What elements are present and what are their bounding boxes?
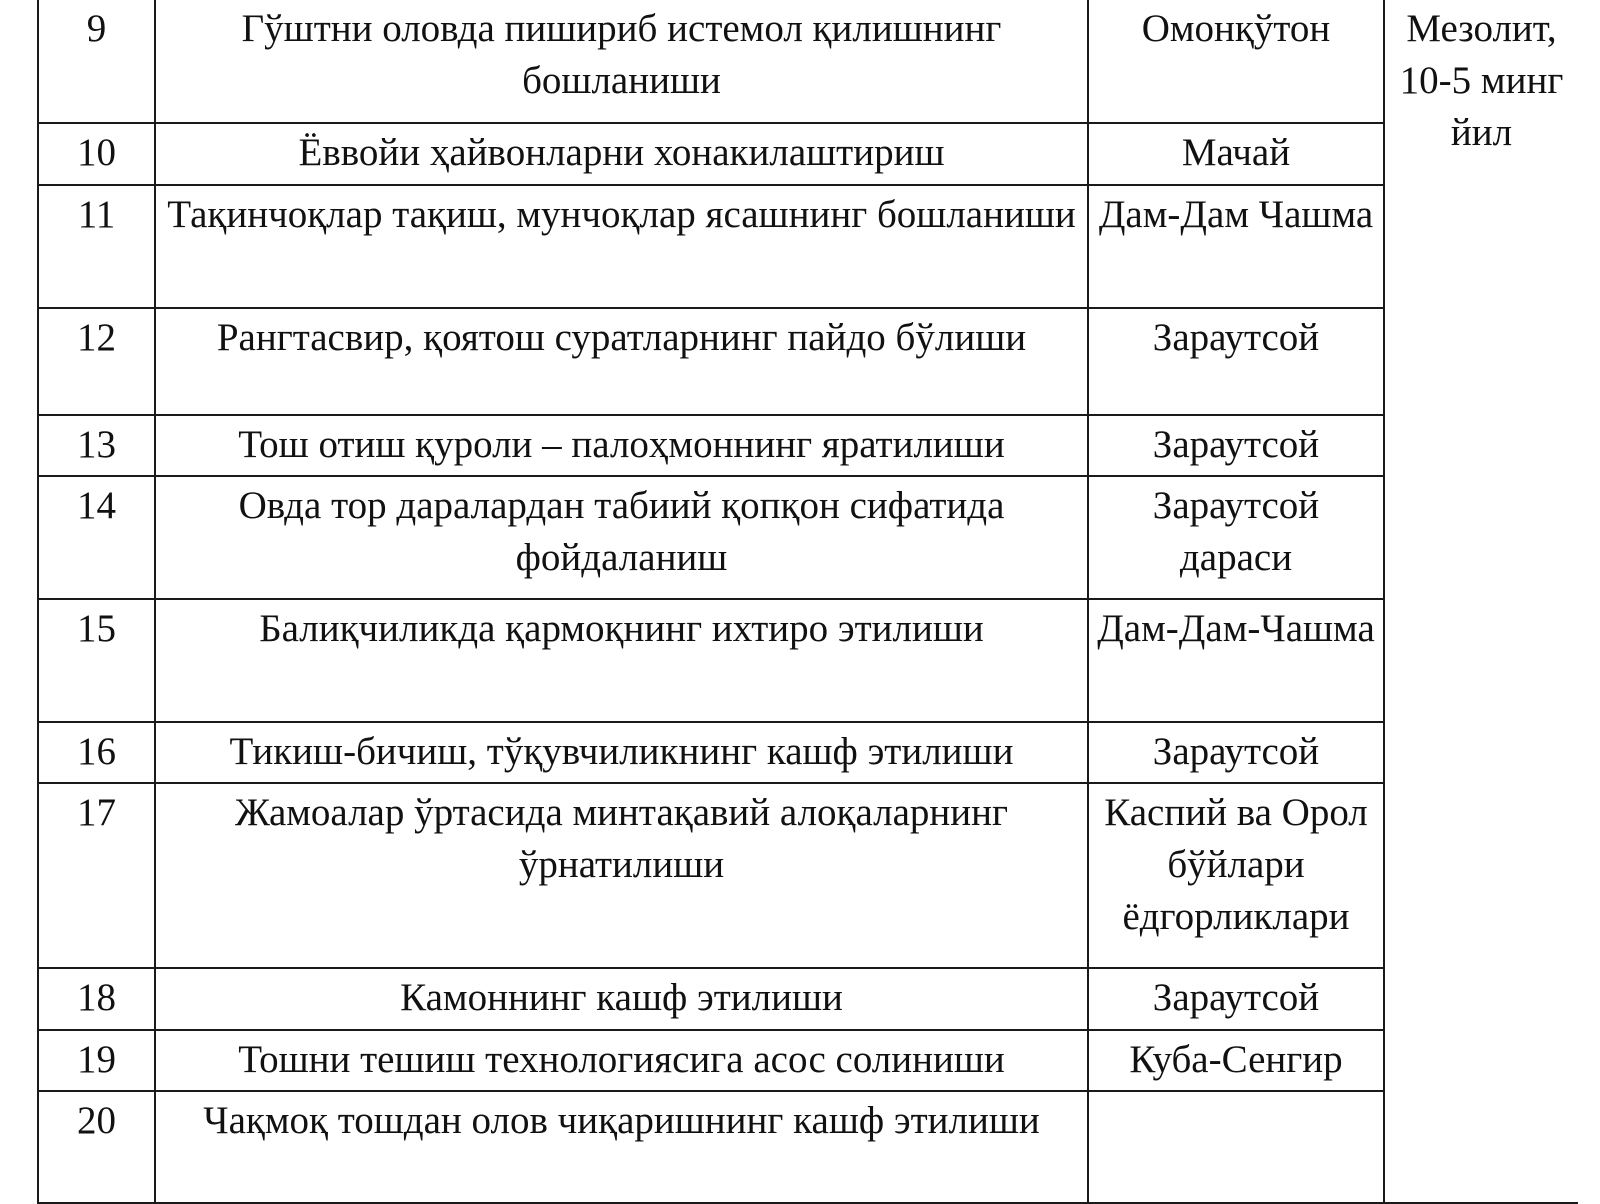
place-cell: Зараутсой дараси — [1088, 476, 1384, 599]
table-row — [38, 968, 1578, 1030]
event-cell: Тошни тешиш технологиясига асос солиниши — [155, 1030, 1088, 1091]
table-row — [38, 1091, 1578, 1203]
place-cell — [1088, 1091, 1384, 1203]
place-cell: Зараутсой — [1088, 722, 1384, 783]
row-number: 19 — [38, 1030, 155, 1091]
event-cell: Тақинчоқлар тақиш, мунчоқлар ясашнинг бошланиши — [155, 185, 1088, 308]
row-number: 16 — [38, 722, 155, 783]
row-number: 17 — [38, 783, 155, 968]
event-cell: Чақмоқ тошдан олов чиқаришнинг кашф этилиши — [155, 1091, 1088, 1203]
table-row — [38, 783, 1578, 968]
event-cell: Овда тор даралардан табиий қопқон сифатида фойдаланиш — [155, 476, 1088, 599]
row-number: 15 — [38, 599, 155, 722]
table-row — [38, 0, 1578, 123]
row-number: 10 — [38, 123, 155, 185]
place-cell: Дам-Дам Чашма — [1088, 185, 1384, 308]
place-cell: Омонқўтон — [1088, 0, 1384, 123]
place-cell: Мачай — [1088, 123, 1384, 185]
table-row — [38, 123, 1578, 185]
table-row — [38, 185, 1578, 308]
row-number: 14 — [38, 476, 155, 599]
row-number: 20 — [38, 1091, 155, 1203]
table-row — [38, 599, 1578, 722]
row-number: 12 — [38, 308, 155, 415]
event-cell: Тикиш-бичиш, тўқувчиликнинг кашф этилиши — [155, 722, 1088, 783]
table-row — [38, 308, 1578, 415]
event-cell: Жамоалар ўртасида минтақавий алоқаларнинг ўрнатилиши — [155, 783, 1088, 968]
event-cell: Рангтасвир, қоятош суратларнинг пайдо бўлиши — [155, 308, 1088, 415]
row-number: 11 — [38, 185, 155, 308]
row-number: 18 — [38, 968, 155, 1030]
place-cell: Куба-Сенгир — [1088, 1030, 1384, 1091]
place-cell: Каспий ва Орол бўйлари ёдгорликлари — [1088, 783, 1384, 968]
table-row — [38, 415, 1578, 476]
place-cell: Зараутсой — [1088, 968, 1384, 1030]
event-cell: Гўштни оловда пишириб истемол қилишнинг бошланиши — [155, 0, 1088, 123]
table-row — [38, 1030, 1578, 1091]
event-cell: Тош отиш қуроли – палоҳмоннинг яратилиши — [155, 415, 1088, 476]
table-row — [38, 476, 1578, 599]
events-table — [37, 0, 1578, 1204]
row-number: 13 — [38, 415, 155, 476]
event-cell: Ёввойи ҳайвонларни хонакилаштириш — [155, 123, 1088, 185]
event-cell: Балиқчиликда қармоқнинг ихтиро этилиши — [155, 599, 1088, 722]
place-cell: Зараутсой — [1088, 308, 1384, 415]
event-cell: Камоннинг кашф этилиши — [155, 968, 1088, 1030]
place-cell: Дам-Дам-Чашма — [1088, 599, 1384, 722]
table-row — [38, 722, 1578, 783]
place-cell: Зараутсой — [1088, 415, 1384, 476]
period-cell: Мезолит, 10-5 минг йил — [1384, 0, 1578, 1203]
row-number: 9 — [38, 0, 155, 123]
